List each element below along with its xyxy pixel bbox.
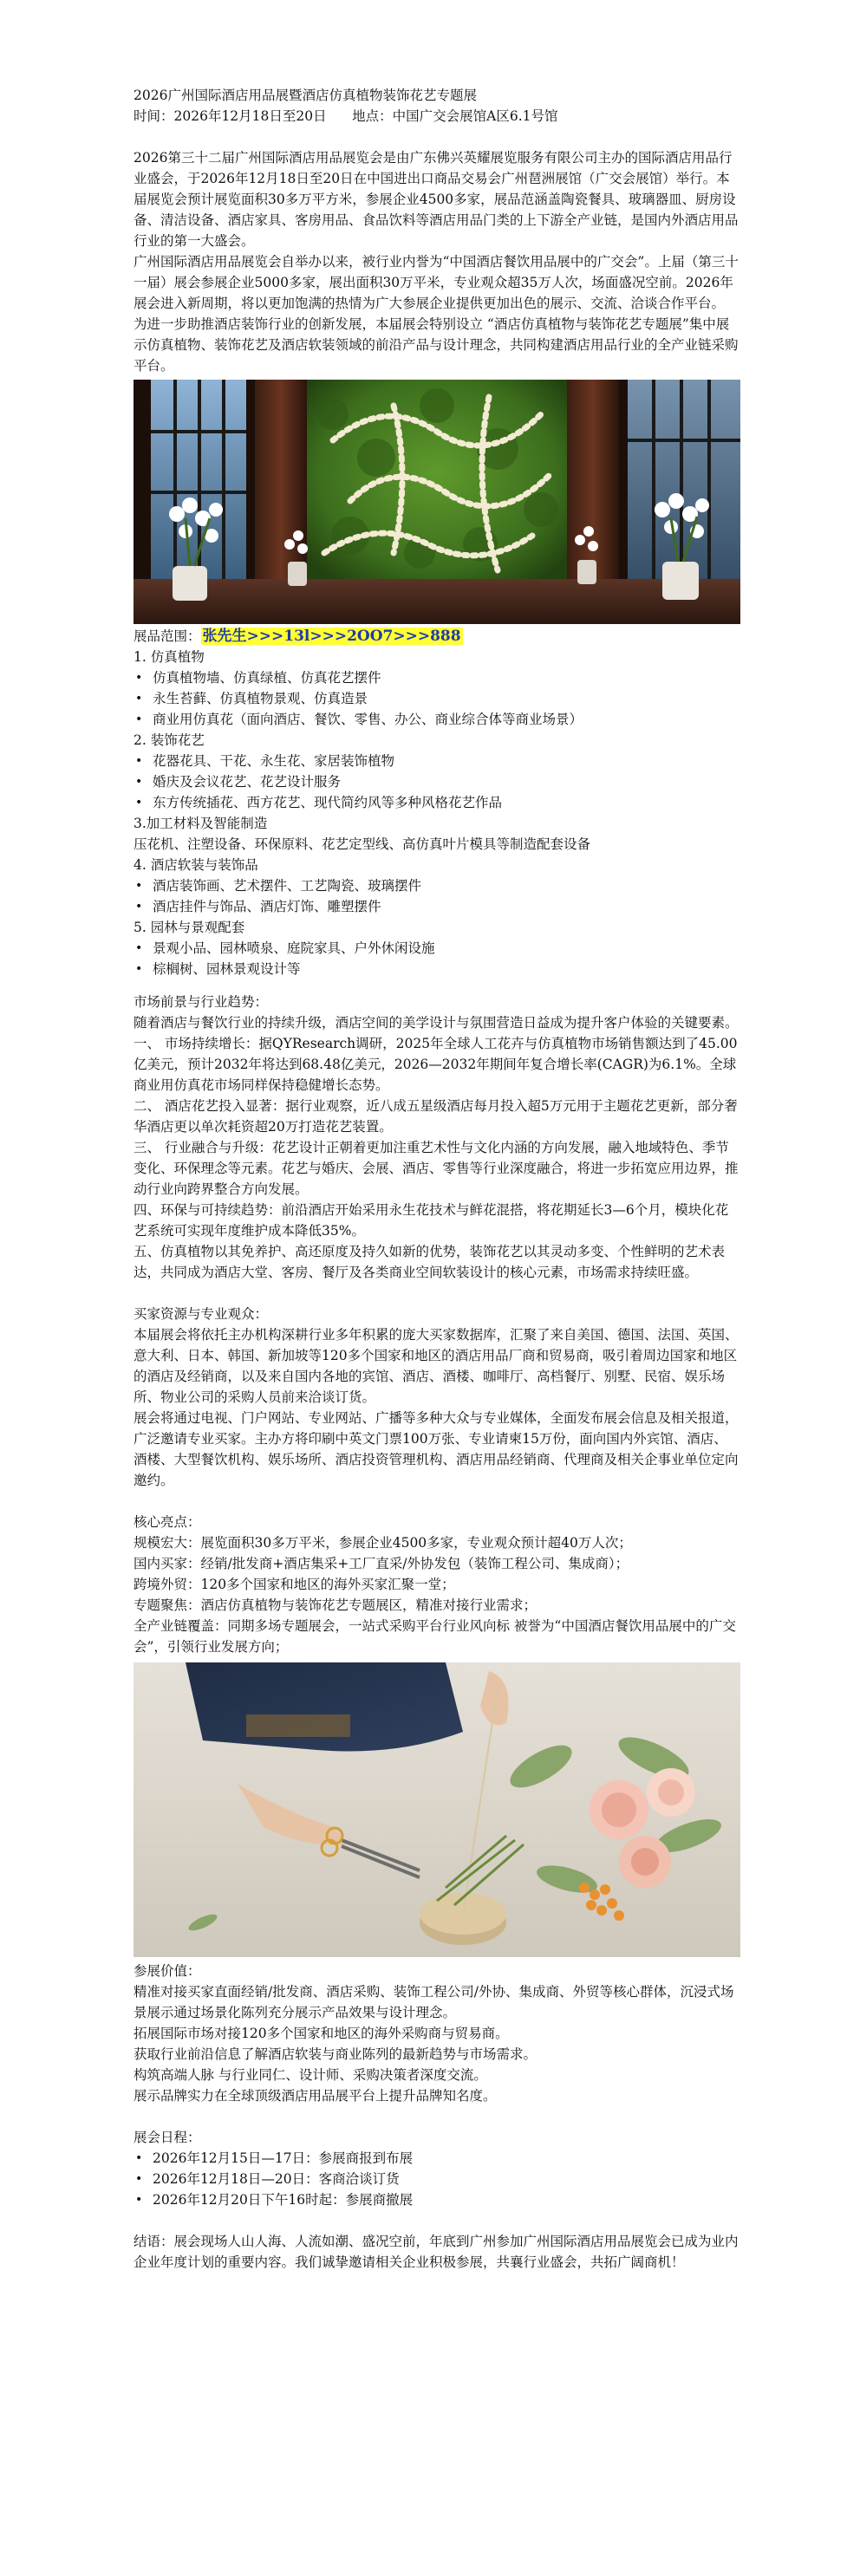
value-line: 精准对接买家直面经销/批发商、酒店采购、装饰工程公司/外协、集成商、外贸等核心群体，沉浸式场景展示通过场景化陈列充分展示产品效果与设计理念。 [134,1984,734,2020]
highlight-line: 全产业链覆盖：同期多场专题展会，一站式采购平台行业风向标 被誉为“中国酒店餐饮用品展中的广交会”，引领行业发展方向； [134,1618,736,1655]
lobby-photo-graphic [134,380,740,624]
exhibit-scope-label: 展品范围： [134,628,201,644]
category-title-1: 1. 仿真植物 [134,649,205,665]
category-text-3: 压花机、注塑设备、环保原料、花艺定型线、高仿真叶片模具等制造配套设备 [134,836,591,852]
value-line: 构筑高端人脉 与行业同仁、设计师、采购决策者深度交流。 [134,2067,487,2083]
intro-paragraph-3: 为进一步助推酒店装饰行业的创新发展，本届展会特别设立 “酒店仿真植物与装饰花艺专题展”集中展示仿真植物、装饰花艺及酒店软装领域的前沿产品与设计理念，共同构建酒店用品行业的全产业链采购平台。 [134,316,739,374]
schedule-title: 展会日程： [134,2130,201,2145]
document-page [134,0,740,2273]
highlight-line: 专题聚焦：酒店仿真植物与装饰花艺专题展区，精准对接行业需求； [134,1597,538,1613]
highlight-line: 国内买家：经销/批发商+酒店集采+工厂直采/外协发包（装饰工程公司、集成商）； [134,1556,629,1571]
category-list-1 [134,667,740,730]
market-paragraph: 四、环保与可持续趋势：前沿酒店开始采用永生花技术与鲜花混搭，将花期延长3—6个月，模块化花艺系统可实现年度维护成本降低35%。 [134,1202,729,1239]
highlights-title: 核心亮点： [134,1514,201,1530]
value-line: 获取行业前沿信息了解酒店软装与商业陈列的最新趋势与市场需求。 [134,2046,538,2062]
schedule-list [134,2148,740,2210]
category-title-4: 4. 酒店软装与装饰品 [134,857,258,873]
value-title: 参展价值： [134,1963,201,1979]
market-paragraph: 三、 行业融合与升级：花艺设计正朝着更加注重艺术性与文化内涵的方向发展，融入地域特色、季节变化、环保理念等元素。花艺与婚庆、会展、酒店、零售等行业深度融合，将进一步拓宽应用边界，推动行业向跨界整合方向发展。 [134,1140,739,1197]
list-item: • 2026年12月15日—17日：参展商报到布展 [134,2148,740,2169]
category-list-4 [134,875,740,917]
list-item: • 永生苔藓、仿真植物景观、仿真造景 [134,688,740,709]
list-item: • 景观小品、园林喷泉、庭院家具、户外休闲设施 [134,938,740,959]
highlight-line: 跨境外贸：120多个国家和地区的海外买家汇聚一堂； [134,1577,455,1592]
list-item: • 2026年12月20日下午16时起：参展商撤展 [134,2189,740,2210]
market-paragraph: 二、 酒店花艺投入显著：据行业观察，近八成五星级酒店每月投入超5万元用于主题花艺更新，部分奢华酒店更以单次耗资超20万打造花艺装置。 [134,1098,738,1135]
list-item: • 花器花具、干花、永生花、家居装饰植物 [134,751,740,771]
list-item: • 商业用仿真花（面向酒店、餐饮、零售、办公、商业综合体等商业场景） [134,709,740,730]
time-location-line: 时间：2026年12月18日至20日 地点：中国广交会展馆A区6.1号馆 [134,108,558,124]
category-list-5 [134,938,740,979]
page-title: 2026广州国际酒店用品展暨酒店仿真植物装饰花艺专题展 [134,88,477,103]
buyers-title: 买家资源与专业观众： [134,1306,269,1322]
list-item: • 2026年12月18日—20日：客商洽谈订货 [134,2169,740,2189]
list-item: • 东方传统插花、西方花艺、现代简约风等多种风格花艺作品 [134,792,740,813]
floral-photo-graphic [134,1662,740,1957]
hotel-lobby-green-wall-photo [134,380,740,624]
buyers-paragraph: 展会将通过电视、门户网站、专业网站、广播等多种大众与专业媒体，全面发布展会信息及相关报道，广泛邀请专业买家。主办方将印刷中英文门票100万张、专业请柬15万份，面向国内外宾馆、酒店、酒楼、大型餐饮机构、娱乐场所、酒店投资管理机构、酒店用品经销商、代理商及相关企事业单位定向邀约。 [134,1410,739,1488]
buyers-paragraph: 本届展会将依托主办机构深耕行业多年积累的庞大买家数据库，汇聚了来自美国、德国、法国、英国、意大利、日本、韩国、新加坡等120多个国家和地区的酒店用品厂商和贸易商，吸引着周边国家和地区的酒店及经销商，以及来自国内各地的宾馆、酒店、酒楼、咖啡厅、高档餐厅、别墅、民宿、娱乐场所、物业公司的采购人员前来洽谈订货。 [134,1327,739,1405]
category-title-2: 2. 装饰花艺 [134,732,205,748]
list-item: • 酒店挂件与饰品、酒店灯饰、雕塑摆件 [134,896,740,917]
list-item: • 仿真植物墙、仿真绿植、仿真花艺摆件 [134,667,740,688]
value-line: 展示品牌实力在全球顶级酒店用品展平台上提升品牌知名度。 [134,2088,497,2104]
conclusion-paragraph: 结语：展会现场人山人海、人流如潮、盛况空前，年底到广州参加广州国际酒店用品展览会已成为业内企业年度计划的重要内容。我们诚挚邀请相关企业积极参展，共襄行业盛会，共拓广阔商机！ [134,2234,739,2270]
category-title-5: 5. 园林与景观配套 [134,920,245,935]
list-item: • 棕榈树、园林景观设计等 [134,959,740,979]
category-list-2 [134,751,740,813]
market-paragraph: 五、仿真植物以其免养护、高还原度及持久如新的优势，装饰花艺以其灵动多变、个性鲜明的艺术表达，共同成为酒店大堂、客房、餐厅及各类商业空间软装设计的核心元素，市场需求持续旺盛。 [134,1244,726,1280]
value-line: 拓展国际市场对接120多个国家和地区的海外采购商与贸易商。 [134,2026,509,2041]
market-paragraph: 随着酒店与餐饮行业的持续升级，酒店空间的美学设计与氛围营造日益成为提升客户体验的关键要素。 [134,1015,739,1031]
market-paragraph: 一、 市场持续增长：据QYResearch调研，2025年全球人工花卉与仿真植物市场销售额达到了45.00亿美元，预计2032年将达到68.48亿美元，2026—2032年期间年复合增长率(CAGR)为6.1%。全球商业用仿真花市场同样保持稳健增长态势。 [134,1036,738,1093]
list-item: • 酒店装饰画、艺术摆件、工艺陶瓷、玻璃摆件 [134,875,740,896]
contact-highlight: 张先生>>>13l>>>2OO7>>>888 [202,628,461,645]
category-title-3: 3.加工材料及智能制造 [134,816,268,831]
exhibit-scope-line [134,626,740,647]
intro-paragraph-2: 广州国际酒店用品展览会自举办以来，被行业内誉为“中国酒店餐饮用品展中的广交会”。上届（第三十一届）展会参展企业5000多家，展出面积30万平米，专业观众超35万人次，场面盛况空前。2026年展会进入新周期，将以更加饱满的热情为广大参展企业提供更加出色的展示、交流、洽谈合作平台。 [134,254,739,311]
highlight-line: 规模宏大：展览面积30多万平米，参展企业4500多家，专业观众预计超40万人次； [134,1535,632,1551]
market-title: 市场前景与行业趋势： [134,994,269,1010]
list-item: • 婚庆及会议花艺、花艺设计服务 [134,771,740,792]
florist-arranging-bouquet-photo [134,1662,740,1957]
intro-paragraph-1: 2026第三十二届广州国际酒店用品展览会是由广东佛兴英耀展览服务有限公司主办的国际酒店用品行业盛会，于2026年12月18日至20日在中国进出口商品交易会广州琶洲展馆（广交会展馆）举行。本届展览会预计展览面积30多万平方米，参展企业4500多家，展品范涵盖陶瓷餐具、玻璃器皿、厨房设备、清洁设备、酒店家具、客房用品、食品饮料等酒店用品门类的上下游全产业链，是国内外酒店用品行业的第一大盛会。 [134,150,739,249]
